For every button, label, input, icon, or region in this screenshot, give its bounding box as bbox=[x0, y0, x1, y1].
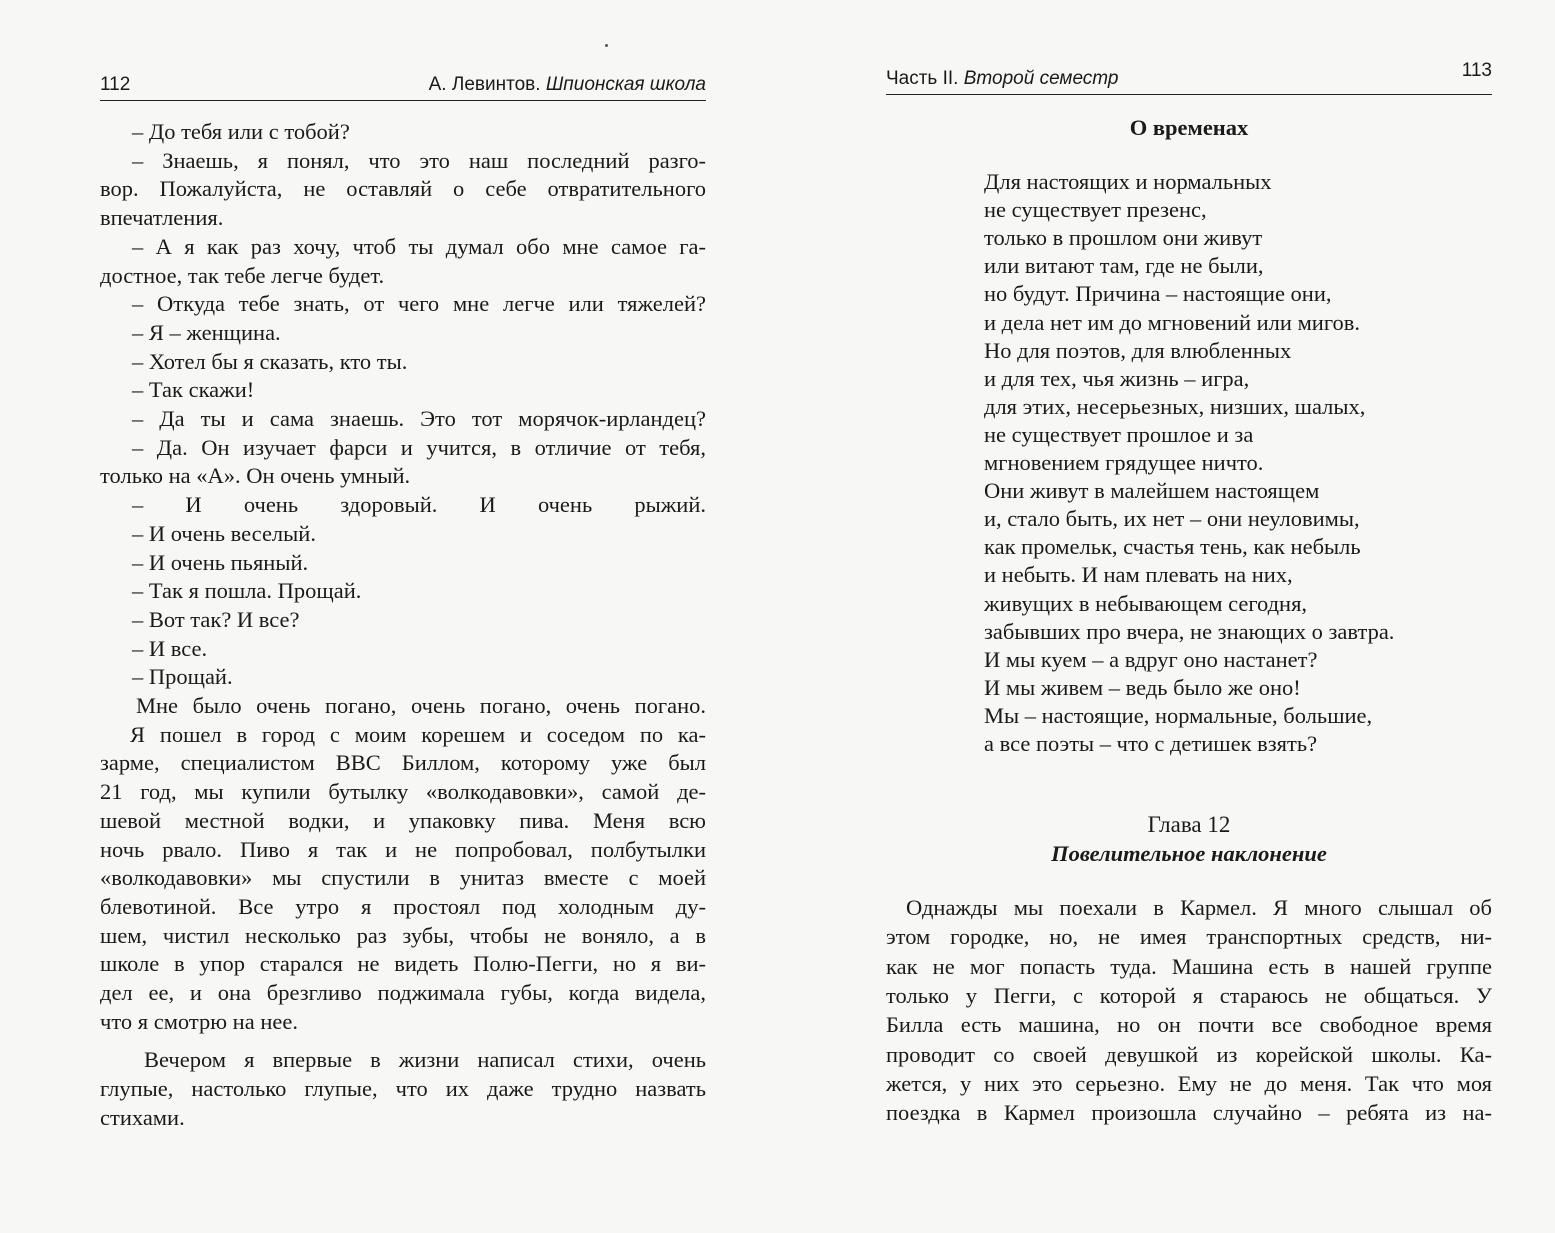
poem-line: мгновением грядущее ничто. bbox=[984, 450, 1264, 475]
poem-line: И мы живем – ведь было же оно! bbox=[984, 674, 1301, 700]
poem-line: а все поэты – что с детишек взять? bbox=[984, 731, 1318, 756]
left-text-line: – Так скажи! bbox=[132, 377, 255, 403]
left-text-line: шем, чистил несколько раз зубы, чтобы не воняло, а в bbox=[100, 922, 706, 948]
left-text-line: – Так я пошла. Прощай. bbox=[132, 578, 362, 604]
left-text-line: 21 год, мы купили бутылку «волкодавовки», самой де- bbox=[100, 779, 706, 805]
chapter-number: Глава 12 bbox=[1147, 812, 1231, 837]
poem-line: или витают там, где не были, bbox=[984, 253, 1264, 279]
left-text-line: глупые, настолько глупые, что их даже трудно назвать bbox=[100, 1076, 706, 1102]
running-head-part: Часть II. bbox=[886, 68, 964, 89]
chapter-text-line: жется, у них это серьезно. Ему не до меня. Так что моя bbox=[886, 1070, 1492, 1096]
left-text-line: что я смотрю на нее. bbox=[100, 1008, 298, 1034]
left-text-line: – Вот так? И все? bbox=[132, 606, 300, 632]
chapter-text-line: как не мог попасть туда. Машина есть в нашей группе bbox=[886, 953, 1492, 979]
chapter-text-line: Однажды мы поехали в Кармел. Я много слышал об bbox=[906, 895, 1492, 920]
chapter-text-line: только у Пегги, с которой я стараюсь не общаться. У bbox=[886, 982, 1492, 1008]
left-text-line: – Откуда тебе знать, от чего мне легче или тяжелей? bbox=[132, 291, 706, 317]
left-text-line: дел ее, и она брезгливо поджимала губы, когда видела, bbox=[100, 980, 706, 1005]
left-text-line: школе в упор старался не видеть Полю-Пегги, но я ви- bbox=[100, 951, 706, 977]
poem-line: не существует презенс, bbox=[984, 197, 1207, 223]
running-head-book-title: Шпионская школа bbox=[545, 74, 706, 95]
poem-title: О временах bbox=[1129, 115, 1249, 140]
left-text-line: стихами. bbox=[100, 1104, 185, 1130]
left-text-line: – И все. bbox=[132, 635, 208, 661]
left-text-line: впечатления. bbox=[100, 205, 224, 231]
right-running-title bbox=[886, 68, 1118, 90]
running-head-part-title: Второй семестр bbox=[963, 68, 1119, 89]
right-running-head bbox=[886, 60, 1492, 95]
right-page-number: 113 bbox=[1461, 60, 1492, 81]
poem-line: И мы куем – а вдруг оно настанет? bbox=[984, 646, 1318, 672]
poem-line: Для настоящих и нормальных bbox=[984, 169, 1272, 194]
left-text-line: Я пошел в город с моим корешем и соседом по ка- bbox=[130, 721, 706, 747]
poem-line: и для тех, чья жизнь – игра, bbox=[984, 365, 1250, 391]
left-text-line: – Да. Он изучает фарси и учится, в отличие от тебя, bbox=[132, 434, 706, 460]
left-text-line: – И очень веселый. bbox=[132, 520, 316, 546]
left-text-line: – Да ты и сама знаешь. Это тот морячок-ирландец? bbox=[132, 406, 706, 431]
poem-line: не существует прошлое и за bbox=[984, 421, 1254, 447]
left-page-number: 112 bbox=[100, 74, 131, 95]
left-text-line: – До тебя или с тобой? bbox=[132, 119, 350, 144]
poem-line: но будут. Причина – настоящие они, bbox=[984, 281, 1332, 307]
poem-line: Они живут в малейшем настоящем bbox=[984, 478, 1320, 504]
poem-line: забывших про вчера, не знающих о завтра. bbox=[984, 618, 1395, 644]
left-text-line: блевотиной. Все утро я простоял под холодным ду- bbox=[100, 893, 706, 919]
left-text-line: достное, так тебе легче будет. bbox=[100, 262, 385, 288]
left-text-line: – Прощай. bbox=[132, 664, 233, 690]
left-text-line: – И очень здоровый. И очень рыжий. bbox=[132, 492, 706, 518]
poem-line: и небыть. И нам плевать на них, bbox=[984, 562, 1293, 588]
left-text-line: только на «А». Он очень умный. bbox=[100, 463, 411, 489]
chapter-text-line: поездка в Кармел произошла случайно – ребята из на- bbox=[886, 1100, 1492, 1126]
left-running-title bbox=[429, 74, 706, 96]
left-text-line: зарме, специалистом ВВС Биллом, которому уже был bbox=[100, 750, 706, 776]
print-speck bbox=[605, 44, 608, 47]
left-text-line: – А я как раз хочу, чтоб ты думал обо мне самое га- bbox=[132, 233, 706, 259]
chapter-text-line: этом городке, но, не имея транспортных средств, ни- bbox=[886, 924, 1492, 950]
poem-line: и, стало быть, их нет – они неуловимы, bbox=[984, 506, 1360, 532]
left-text-line: Мне было очень погано, очень погано, очень погано. bbox=[136, 693, 706, 718]
left-text-line: «волкодавовки» мы спустили в унитаз вместе с моей bbox=[100, 865, 706, 891]
running-head-author: А. Левинтов. bbox=[428, 74, 546, 95]
poem-line: для этих, несерьезных, низших, шалых, bbox=[984, 393, 1366, 419]
left-text-line: ночь рвало. Пиво я так и не попробовал, полбутылки bbox=[100, 836, 706, 862]
left-text-line: – Я – женщина. bbox=[132, 319, 281, 345]
left-text-line: – Хотел бы я сказать, кто ты. bbox=[132, 348, 408, 374]
chapter-text-line: проводит со своей девушкой из корейской школы. Ка- bbox=[886, 1041, 1492, 1067]
poem-line: только в прошлом они живут bbox=[984, 225, 1263, 251]
chapter-title: Повелительное наклонение bbox=[1051, 841, 1327, 866]
left-text-line: вор. Пожалуйста, не оставляй о себе отвратительного bbox=[100, 176, 706, 202]
left-text-line: – И очень пьяный. bbox=[132, 549, 309, 575]
poem-line: как промельк, счастья тень, как небыль bbox=[984, 534, 1361, 560]
poem-line: живущих в небывающем сегодня, bbox=[984, 590, 1308, 616]
poem-line: Но для поэтов, для влюбленных bbox=[984, 337, 1292, 363]
left-text-line: – Знаешь, я понял, что это наш последний разго- bbox=[132, 147, 706, 173]
poem-line: Мы – настоящие, нормальные, большие, bbox=[984, 702, 1373, 728]
poem-line: и дела нет им до мгновений или мигов. bbox=[984, 309, 1361, 335]
left-text-line: шевой местной водки, и упаковку пива. Меня всю bbox=[100, 807, 706, 833]
left-text-line: Вечером я впервые в жизни написал стихи, очень bbox=[144, 1047, 706, 1073]
chapter-text-line: Билла есть машина, но он почти все свободное время bbox=[886, 1012, 1492, 1038]
left-running-head bbox=[100, 70, 706, 101]
